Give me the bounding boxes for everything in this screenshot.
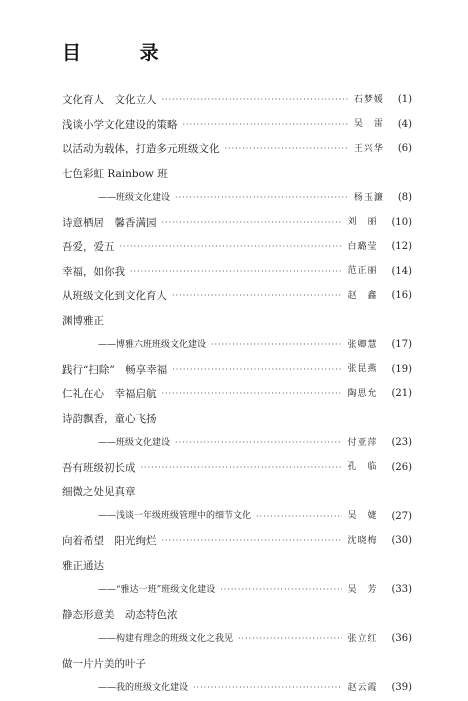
- dot-leader: [225, 145, 349, 153]
- toc-author: 孔 临: [347, 462, 378, 473]
- dot-leader: [130, 268, 342, 276]
- toc-page-number: (17): [391, 339, 412, 351]
- toc-page-number: (16): [391, 290, 412, 302]
- toc-page-number: (1): [397, 94, 412, 106]
- dot-leader: [211, 341, 342, 349]
- toc-entry: [62, 162, 412, 187]
- dot-leader: [172, 292, 342, 300]
- toc-subtitle: ——我的班级文化建设: [98, 682, 189, 693]
- dot-leader: [172, 366, 342, 374]
- toc-subtitle: ——“雅达一班”班级文化建设: [98, 584, 216, 595]
- toc-entry: [62, 358, 412, 383]
- toc-page-number: (36): [391, 633, 412, 645]
- toc-subtitle: ——班级文化建设: [98, 192, 171, 203]
- toc-page-number: (26): [391, 461, 412, 473]
- toc-title: 从班级文化到文化育人: [62, 290, 167, 302]
- toc-entry: [62, 603, 412, 628]
- toc-title: 浅谈小学文化建设的策略: [62, 118, 178, 131]
- toc-title: 诗意栖居 馨香满园: [62, 216, 157, 229]
- toc-page-number: (6): [397, 143, 412, 155]
- toc-author: 沈晓梅: [347, 535, 378, 546]
- toc-title: 吾有班级初长成: [62, 461, 136, 474]
- toc-page-number: (12): [391, 241, 412, 253]
- toc-entry: [62, 431, 412, 456]
- toc-title: 向着希望 阳光绚烂: [62, 535, 157, 547]
- toc-author: 赵云霞: [347, 682, 378, 693]
- toc-title: 吾爱，爱五: [62, 241, 115, 253]
- toc-entry: [62, 407, 412, 432]
- toc-entry: [62, 137, 412, 162]
- toc-author: 陶思允: [347, 388, 378, 399]
- toc-author: 张立红: [347, 633, 378, 644]
- toc-page-number: (27): [391, 510, 412, 522]
- dot-leader: [162, 96, 349, 104]
- toc-entry: [62, 505, 412, 530]
- toc-author: 白璐莹: [347, 241, 378, 252]
- toc-author: 吴 芳: [347, 584, 378, 595]
- toc-subtitle: ——班级文化建设: [98, 437, 171, 448]
- toc-page-number: (19): [391, 363, 412, 375]
- toc-entry: [62, 456, 412, 481]
- toc-title: 诗韵飘香，童心飞扬: [62, 412, 157, 425]
- toc-page-number: (23): [391, 437, 412, 449]
- toc-page-number: (8): [397, 192, 412, 204]
- toc-author: 吴 婕: [347, 511, 378, 522]
- dot-leader: [193, 684, 342, 692]
- toc-title: 七色彩虹 Rainbow 班: [62, 167, 168, 180]
- toc-entry: [62, 88, 412, 113]
- toc-page-number: (4): [397, 118, 412, 130]
- toc-author: 石梦媛: [353, 94, 384, 105]
- toc-entry: [62, 480, 412, 505]
- toc-title: 雅正通达: [62, 559, 104, 572]
- toc-title: 文化育人 文化立人: [62, 94, 157, 106]
- dot-leader: [175, 194, 349, 202]
- dot-leader: [175, 439, 342, 447]
- toc-page-number: (10): [391, 216, 412, 228]
- toc-author: 吴 雷: [353, 119, 384, 130]
- dot-leader: [256, 513, 342, 521]
- page-title: 目 录: [62, 42, 185, 64]
- toc-author: 赵 鑫: [347, 290, 378, 301]
- toc-title: 仁礼在心 幸福启航: [62, 388, 157, 400]
- toc-subtitle: ——浅谈一年级班级管理中的细节文化: [98, 511, 252, 522]
- toc-entry: [62, 627, 412, 652]
- toc-entry: [62, 554, 412, 579]
- toc-author: 张卿慧: [347, 339, 378, 350]
- toc-title: 细微之处见真章: [62, 486, 136, 498]
- toc-entry: [62, 186, 412, 211]
- toc-entry: [62, 235, 412, 260]
- dot-leader: [183, 121, 349, 129]
- dot-leader: [141, 464, 343, 472]
- toc-page-number: (39): [391, 682, 412, 694]
- toc-title: 以活动为载体，打造多元班级文化: [62, 143, 220, 155]
- toc-entry: [62, 113, 412, 138]
- toc-subtitle: ——构建有理念的班级文化之我见: [98, 633, 234, 644]
- toc-author: 付亚萍: [347, 437, 378, 448]
- toc-author: 杨玉濂: [353, 192, 384, 203]
- toc-entry: [62, 382, 412, 407]
- toc-entry: [62, 309, 412, 334]
- toc-title: 静态形意美 动态特色浓: [62, 608, 178, 621]
- toc-page-number: (14): [391, 265, 412, 277]
- toc-page-number: (33): [391, 584, 412, 596]
- toc-author: 张昆燕: [347, 364, 378, 375]
- toc-title: 幸福，如你我: [62, 265, 125, 278]
- dot-leader: [162, 219, 343, 227]
- dot-leader: [220, 586, 342, 594]
- dot-leader: [162, 537, 343, 545]
- toc-title: 渊博雅正: [62, 314, 104, 327]
- table-of-contents: [62, 88, 412, 701]
- toc-author: 范正丽: [347, 266, 378, 277]
- toc-entry: [62, 284, 412, 309]
- toc-title: 做一片片美的叶子: [62, 657, 146, 670]
- toc-entry: [62, 211, 412, 236]
- toc-entry: [62, 652, 412, 677]
- toc-entry: [62, 676, 412, 701]
- toc-subtitle: ——博雅六班班级文化建设: [98, 339, 207, 350]
- toc-author: 刘 丽: [347, 217, 378, 228]
- toc-entry: [62, 333, 412, 358]
- toc-entry: [62, 529, 412, 554]
- toc-entry: [62, 260, 412, 285]
- toc-page-number: (30): [391, 535, 412, 547]
- toc-entry: [62, 578, 412, 603]
- dot-leader: [162, 390, 343, 398]
- toc-author: 王兴华: [353, 143, 384, 154]
- dot-leader: [120, 243, 343, 251]
- toc-title: 践行“扫除” 畅享幸福: [62, 363, 168, 376]
- dot-leader: [238, 635, 342, 643]
- toc-page-number: (21): [391, 388, 412, 400]
